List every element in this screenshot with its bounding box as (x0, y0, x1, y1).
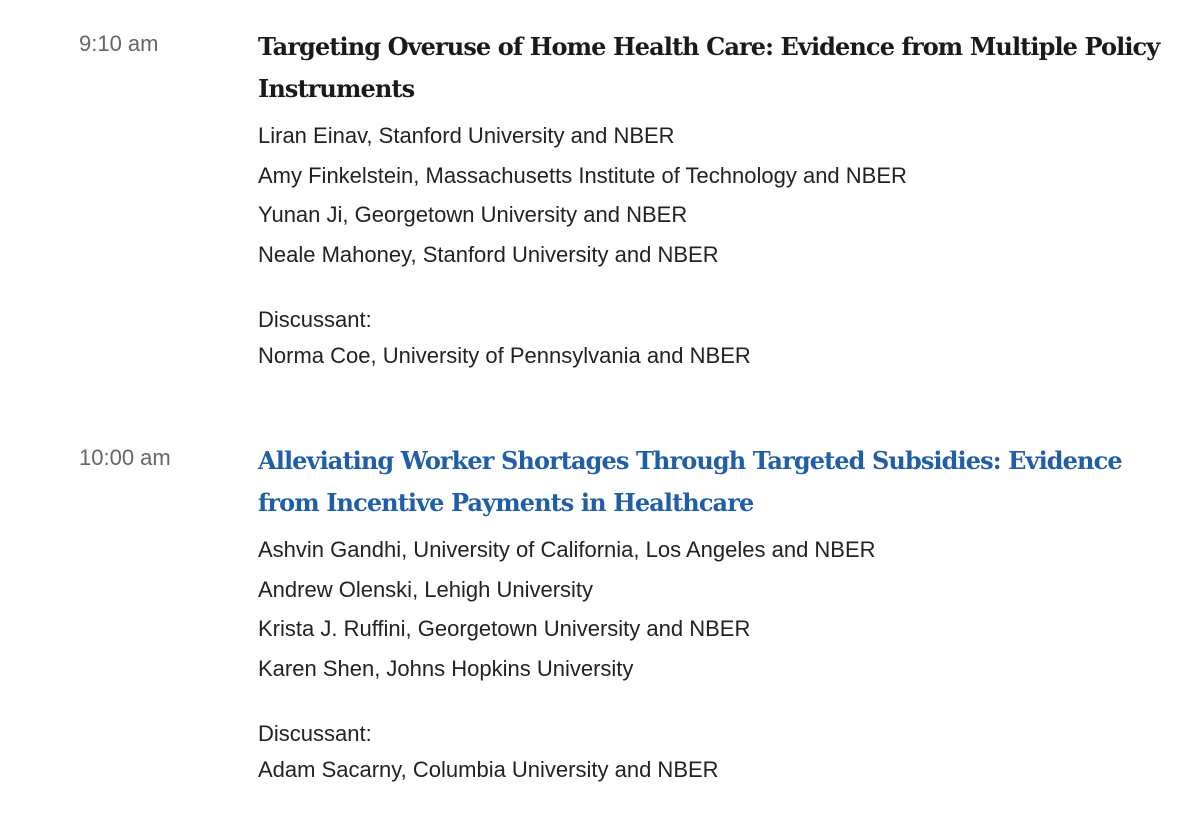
author-list (258, 530, 1188, 688)
author-item: Liran Einav, Stanford University and NBER (258, 123, 675, 148)
author-list (258, 116, 1188, 274)
author-item: Andrew Olenski, Lehigh University (258, 576, 594, 602)
session-time: 10:00 am (79, 445, 171, 470)
author-item: Karen Shen, Johns Hopkins University (258, 655, 634, 681)
discussant-label: Discussant: (258, 307, 372, 332)
paper-title: Targeting Overuse of Home Health Care: Evidence from Multiple Policy Instruments (258, 32, 1160, 103)
discussant-name: Norma Coe, University of Pennsylvania and NBER (258, 343, 751, 368)
author-item: Krista J. Ruffini, Georgetown University and NBER (258, 616, 751, 641)
paper-title-link[interactable]: Alleviating Worker Shortages Through Targeted Subsidies: Evidence from Incentive Payments in Healthcare (258, 446, 1122, 517)
discussant-name: Adam Sacarny, Columbia University and NBER (258, 757, 719, 782)
session-content (258, 440, 1188, 788)
author-item: Amy Finkelstein, Massachusetts Institute of Technology and NBER (258, 162, 907, 188)
author-item: Yunan Ji, Georgetown University and NBER (258, 202, 688, 227)
author-item: Neale Mahoney, Stanford University and NBER (258, 241, 719, 267)
author-item: Ashvin Gandhi, University of California, Los Angeles and NBER (258, 537, 876, 562)
discussant-label: Discussant: (258, 721, 372, 746)
session-content (258, 26, 1188, 374)
session-time: 9:10 am (79, 31, 159, 56)
